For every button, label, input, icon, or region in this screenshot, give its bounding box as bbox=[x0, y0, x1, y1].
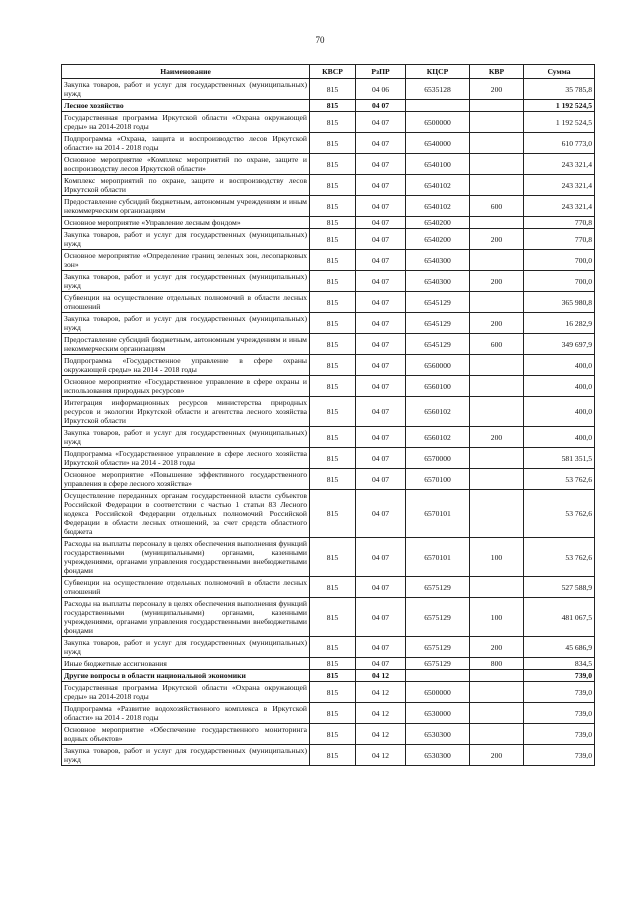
cell-sum: 400,0 bbox=[524, 397, 595, 427]
table-row bbox=[62, 154, 595, 175]
cell-name: Субвенции на осуществление отдельных полномочий в области лесных отношений bbox=[62, 577, 310, 598]
table-row bbox=[62, 724, 595, 745]
cell-rzpr: 04 07 bbox=[356, 376, 406, 397]
table-row bbox=[62, 250, 595, 271]
cell-kcsr: 6540300 bbox=[406, 271, 470, 292]
cell-kvsr: 815 bbox=[310, 469, 356, 490]
cell-rzpr: 04 07 bbox=[356, 112, 406, 133]
cell-sum: 243 321,4 bbox=[524, 154, 595, 175]
cell-sum: 481 067,5 bbox=[524, 598, 595, 637]
cell-name: Закупка товаров, работ и услуг для государственных (муниципальных) нужд bbox=[62, 745, 310, 766]
cell-kvr bbox=[470, 355, 524, 376]
cell-sum: 1 192 524,5 bbox=[524, 112, 595, 133]
cell-kcsr: 6560102 bbox=[406, 397, 470, 427]
cell-rzpr: 04 12 bbox=[356, 670, 406, 682]
table-row bbox=[62, 112, 595, 133]
table-row bbox=[62, 100, 595, 112]
cell-kcsr: 6530000 bbox=[406, 703, 470, 724]
header-name: Наименование bbox=[62, 65, 310, 79]
cell-kvsr: 815 bbox=[310, 313, 356, 334]
cell-rzpr: 04 07 bbox=[356, 577, 406, 598]
table-row bbox=[62, 397, 595, 427]
cell-kcsr: 6575129 bbox=[406, 637, 470, 658]
cell-kvr bbox=[470, 133, 524, 154]
cell-kcsr bbox=[406, 100, 470, 112]
cell-rzpr: 04 07 bbox=[356, 271, 406, 292]
cell-name: Подпрограмма «Охрана, защита и воспроизводство лесов Иркутской области» на 2014 - 2018 годы bbox=[62, 133, 310, 154]
cell-sum: 53 762,6 bbox=[524, 538, 595, 577]
cell-name: Основное мероприятие «Повышение эффективного государственного управления в сфере лесного хозяйства» bbox=[62, 469, 310, 490]
cell-kcsr: 6570100 bbox=[406, 469, 470, 490]
page-number: 70 bbox=[315, 35, 325, 45]
cell-name: Подпрограмма «Развитие водохозяйственного комплекса в Иркутской области» на 2014 - 2018 годы bbox=[62, 703, 310, 724]
cell-rzpr: 04 07 bbox=[356, 598, 406, 637]
table-row bbox=[62, 79, 595, 100]
cell-name: Основное мероприятие «Государственное управление в сфере охраны и использования природных ресурсов» bbox=[62, 376, 310, 397]
budget-table bbox=[61, 64, 595, 766]
table-row bbox=[62, 133, 595, 154]
cell-name: Предоставление субсидий бюджетным, автономным учреждениям и иным некоммерческим организациям bbox=[62, 334, 310, 355]
cell-sum: 53 762,6 bbox=[524, 469, 595, 490]
cell-name: Основное мероприятие «Обеспечение государственного мониторинга водных объектов» bbox=[62, 724, 310, 745]
cell-sum: 527 588,9 bbox=[524, 577, 595, 598]
cell-sum: 739,0 bbox=[524, 682, 595, 703]
table-row bbox=[62, 670, 595, 682]
cell-name: Закупка товаров, работ и услуг для государственных (муниципальных) нужд bbox=[62, 79, 310, 100]
cell-kcsr: 6540200 bbox=[406, 229, 470, 250]
cell-kvr: 200 bbox=[470, 271, 524, 292]
cell-rzpr: 04 07 bbox=[356, 397, 406, 427]
cell-rzpr: 04 07 bbox=[356, 658, 406, 670]
cell-kvsr: 815 bbox=[310, 112, 356, 133]
cell-sum: 739,0 bbox=[524, 724, 595, 745]
cell-name: Предоставление субсидий бюджетным, автономным учреждениям и иным некоммерческим организациям bbox=[62, 196, 310, 217]
cell-rzpr: 04 07 bbox=[356, 217, 406, 229]
header-kvsr: КВСР bbox=[310, 65, 356, 79]
cell-kcsr: 6575129 bbox=[406, 577, 470, 598]
table-row bbox=[62, 376, 595, 397]
cell-kvr: 800 bbox=[470, 658, 524, 670]
cell-kcsr: 6545129 bbox=[406, 334, 470, 355]
cell-kvsr: 815 bbox=[310, 745, 356, 766]
cell-kvr bbox=[470, 448, 524, 469]
cell-kvsr: 815 bbox=[310, 100, 356, 112]
cell-sum: 53 762,6 bbox=[524, 490, 595, 538]
table-row bbox=[62, 448, 595, 469]
cell-kcsr: 6560000 bbox=[406, 355, 470, 376]
cell-kvr bbox=[470, 154, 524, 175]
table-row bbox=[62, 469, 595, 490]
cell-name: Субвенции на осуществление отдельных полномочий в области лесных отношений bbox=[62, 292, 310, 313]
cell-rzpr: 04 07 bbox=[356, 538, 406, 577]
table-body bbox=[62, 79, 595, 766]
table-row bbox=[62, 637, 595, 658]
cell-name: Подпрограмма «Государственное управление в сфере охраны окружающей среды» на 2014 - 2018 годы bbox=[62, 355, 310, 376]
cell-name: Осуществление переданных органам государственной власти субъектов Российской Федерации в соответствии с частью 1 статьи 83 Лесного кодекса Российской Федерации отдельных полномочий Российской Федерации в области лесных отношений, за счет средств областного бюджета bbox=[62, 490, 310, 538]
cell-rzpr: 04 07 bbox=[356, 469, 406, 490]
cell-kcsr: 6560100 bbox=[406, 376, 470, 397]
header-rzpr: РзПР bbox=[356, 65, 406, 79]
cell-kvsr: 815 bbox=[310, 538, 356, 577]
table-row bbox=[62, 490, 595, 538]
cell-sum: 581 351,5 bbox=[524, 448, 595, 469]
cell-kvr: 600 bbox=[470, 334, 524, 355]
cell-kvsr: 815 bbox=[310, 196, 356, 217]
cell-rzpr: 04 12 bbox=[356, 724, 406, 745]
cell-name: Комплекс мероприятий по охране, защите и воспроизводству лесов Иркутской области bbox=[62, 175, 310, 196]
cell-rzpr: 04 12 bbox=[356, 703, 406, 724]
cell-kvsr: 815 bbox=[310, 490, 356, 538]
cell-sum: 400,0 bbox=[524, 427, 595, 448]
cell-kvr bbox=[470, 670, 524, 682]
cell-kcsr: 6575129 bbox=[406, 658, 470, 670]
table-row bbox=[62, 427, 595, 448]
cell-rzpr: 04 07 bbox=[356, 133, 406, 154]
table-header-row bbox=[62, 65, 595, 79]
cell-sum: 834,5 bbox=[524, 658, 595, 670]
cell-kvr bbox=[470, 682, 524, 703]
cell-sum: 700,0 bbox=[524, 250, 595, 271]
table-row bbox=[62, 229, 595, 250]
table-row bbox=[62, 292, 595, 313]
cell-name: Основное мероприятие «Управление лесным фондом» bbox=[62, 217, 310, 229]
cell-kvr bbox=[470, 100, 524, 112]
cell-sum: 700,0 bbox=[524, 271, 595, 292]
cell-rzpr: 04 07 bbox=[356, 637, 406, 658]
cell-kcsr: 6540100 bbox=[406, 154, 470, 175]
cell-kcsr: 6540300 bbox=[406, 250, 470, 271]
cell-name: Подпрограмма «Государственное управление в сфере лесного хозяйства Иркутской области» на 2014 - 2018 годы bbox=[62, 448, 310, 469]
cell-rzpr: 04 07 bbox=[356, 250, 406, 271]
cell-kvr bbox=[470, 724, 524, 745]
cell-name: Государственная программа Иркутской области «Охрана окружающей среды» на 2014-2018 годы bbox=[62, 682, 310, 703]
cell-name: Закупка товаров, работ и услуг для государственных (муниципальных) нужд bbox=[62, 313, 310, 334]
cell-kcsr: 6540000 bbox=[406, 133, 470, 154]
cell-kvsr: 815 bbox=[310, 355, 356, 376]
cell-sum: 610 773,0 bbox=[524, 133, 595, 154]
cell-kvsr: 815 bbox=[310, 577, 356, 598]
cell-name: Закупка товаров, работ и услуг для государственных (муниципальных) нужд bbox=[62, 637, 310, 658]
cell-kvsr: 815 bbox=[310, 376, 356, 397]
cell-rzpr: 04 07 bbox=[356, 154, 406, 175]
cell-kvr bbox=[470, 703, 524, 724]
cell-kvsr: 815 bbox=[310, 229, 356, 250]
cell-sum: 349 697,9 bbox=[524, 334, 595, 355]
cell-name: Закупка товаров, работ и услуг для государственных (муниципальных) нужд bbox=[62, 271, 310, 292]
cell-name: Лесное хозяйство bbox=[62, 100, 310, 112]
cell-kvr bbox=[470, 577, 524, 598]
cell-kcsr: 6570000 bbox=[406, 448, 470, 469]
cell-kvr bbox=[470, 175, 524, 196]
table-row bbox=[62, 703, 595, 724]
cell-kcsr: 6500000 bbox=[406, 112, 470, 133]
cell-name: Интеграция информационных ресурсов министерства природных ресурсов и экологии Иркутской области и агентства лесного хозяйства Иркутской области bbox=[62, 397, 310, 427]
cell-kcsr: 6530300 bbox=[406, 745, 470, 766]
cell-kvr: 200 bbox=[470, 427, 524, 448]
cell-name: Основное мероприятие «Комплекс мероприятий по охране, защите и воспроизводству лесов Иркутской области» bbox=[62, 154, 310, 175]
cell-sum: 243 321,4 bbox=[524, 175, 595, 196]
cell-name: Другие вопросы в области национальной экономики bbox=[62, 670, 310, 682]
table-row bbox=[62, 577, 595, 598]
cell-kvsr: 815 bbox=[310, 670, 356, 682]
cell-kcsr: 6530300 bbox=[406, 724, 470, 745]
table-row bbox=[62, 538, 595, 577]
cell-sum: 45 686,9 bbox=[524, 637, 595, 658]
cell-kcsr: 6540102 bbox=[406, 175, 470, 196]
cell-kvsr: 815 bbox=[310, 637, 356, 658]
header-kcsr: КЦСР bbox=[406, 65, 470, 79]
cell-kvsr: 815 bbox=[310, 703, 356, 724]
cell-rzpr: 04 07 bbox=[356, 100, 406, 112]
cell-kcsr bbox=[406, 670, 470, 682]
table-row bbox=[62, 598, 595, 637]
cell-rzpr: 04 07 bbox=[356, 175, 406, 196]
cell-kvsr: 815 bbox=[310, 658, 356, 670]
cell-kvsr: 815 bbox=[310, 724, 356, 745]
table-row bbox=[62, 313, 595, 334]
cell-kvsr: 815 bbox=[310, 250, 356, 271]
cell-rzpr: 04 07 bbox=[356, 448, 406, 469]
cell-sum: 770,8 bbox=[524, 217, 595, 229]
cell-rzpr: 04 12 bbox=[356, 745, 406, 766]
cell-kvr bbox=[470, 397, 524, 427]
cell-kvr bbox=[470, 217, 524, 229]
cell-kvsr: 815 bbox=[310, 271, 356, 292]
cell-name: Закупка товаров, работ и услуг для государственных (муниципальных) нужд bbox=[62, 229, 310, 250]
cell-name: Основное мероприятие «Определение границ зеленых зон, лесопарковых зон» bbox=[62, 250, 310, 271]
cell-kvr bbox=[470, 112, 524, 133]
cell-sum: 1 192 524,5 bbox=[524, 100, 595, 112]
cell-sum: 243 321,4 bbox=[524, 196, 595, 217]
cell-kvr: 200 bbox=[470, 745, 524, 766]
cell-kvsr: 815 bbox=[310, 79, 356, 100]
cell-kvr bbox=[470, 469, 524, 490]
cell-kvsr: 815 bbox=[310, 448, 356, 469]
cell-kvsr: 815 bbox=[310, 427, 356, 448]
cell-sum: 400,0 bbox=[524, 355, 595, 376]
cell-kvr bbox=[470, 376, 524, 397]
cell-name: Иные бюджетные ассигнования bbox=[62, 658, 310, 670]
cell-kvsr: 815 bbox=[310, 217, 356, 229]
cell-kvsr: 815 bbox=[310, 397, 356, 427]
cell-name: Расходы на выплаты персоналу в целях обеспечения выполнения функций государственными (муниципальными) органами, казенными учреждениями, органами управления государственными внебюджетными фондами bbox=[62, 598, 310, 637]
cell-sum: 770,8 bbox=[524, 229, 595, 250]
table-row bbox=[62, 175, 595, 196]
cell-sum: 400,0 bbox=[524, 376, 595, 397]
cell-name: Государственная программа Иркутской области «Охрана окружающей среды» на 2014-2018 годы bbox=[62, 112, 310, 133]
cell-rzpr: 04 07 bbox=[356, 355, 406, 376]
table-row bbox=[62, 658, 595, 670]
cell-kvr: 100 bbox=[470, 538, 524, 577]
cell-kcsr: 6570101 bbox=[406, 538, 470, 577]
cell-sum: 35 785,8 bbox=[524, 79, 595, 100]
cell-rzpr: 04 07 bbox=[356, 427, 406, 448]
cell-rzpr: 04 07 bbox=[356, 196, 406, 217]
cell-kvr bbox=[470, 250, 524, 271]
cell-kvsr: 815 bbox=[310, 334, 356, 355]
cell-kvr: 200 bbox=[470, 637, 524, 658]
cell-kvsr: 815 bbox=[310, 682, 356, 703]
cell-kcsr: 6540200 bbox=[406, 217, 470, 229]
table-row bbox=[62, 682, 595, 703]
table-row bbox=[62, 271, 595, 292]
cell-kvsr: 815 bbox=[310, 154, 356, 175]
cell-kvr bbox=[470, 292, 524, 313]
cell-sum: 739,0 bbox=[524, 670, 595, 682]
cell-kcsr: 6500000 bbox=[406, 682, 470, 703]
cell-rzpr: 04 07 bbox=[356, 229, 406, 250]
cell-kvsr: 815 bbox=[310, 175, 356, 196]
cell-kvr: 100 bbox=[470, 598, 524, 637]
cell-sum: 739,0 bbox=[524, 703, 595, 724]
cell-rzpr: 04 07 bbox=[356, 313, 406, 334]
cell-kcsr: 6540102 bbox=[406, 196, 470, 217]
cell-kcsr: 6570101 bbox=[406, 490, 470, 538]
cell-kcsr: 6560102 bbox=[406, 427, 470, 448]
cell-kvsr: 815 bbox=[310, 133, 356, 154]
cell-kvr: 600 bbox=[470, 196, 524, 217]
cell-kcsr: 6535128 bbox=[406, 79, 470, 100]
table-row bbox=[62, 745, 595, 766]
table-row bbox=[62, 355, 595, 376]
cell-rzpr: 04 12 bbox=[356, 682, 406, 703]
cell-kvsr: 815 bbox=[310, 292, 356, 313]
cell-kvr bbox=[470, 490, 524, 538]
table-row bbox=[62, 217, 595, 229]
cell-sum: 739,0 bbox=[524, 745, 595, 766]
header-sum: Сумма bbox=[524, 65, 595, 79]
cell-sum: 16 282,9 bbox=[524, 313, 595, 334]
cell-rzpr: 04 07 bbox=[356, 334, 406, 355]
cell-rzpr: 04 07 bbox=[356, 292, 406, 313]
table-row bbox=[62, 196, 595, 217]
cell-kvr: 200 bbox=[470, 229, 524, 250]
cell-rzpr: 04 07 bbox=[356, 490, 406, 538]
cell-kvr: 200 bbox=[470, 313, 524, 334]
cell-name: Расходы на выплаты персоналу в целях обеспечения выполнения функций государственными (муниципальными) органами, казенными учреждениями, органами управления государственными внебюджетными фондами bbox=[62, 538, 310, 577]
cell-kvsr: 815 bbox=[310, 598, 356, 637]
cell-sum: 365 980,8 bbox=[524, 292, 595, 313]
cell-kcsr: 6575129 bbox=[406, 598, 470, 637]
cell-kcsr: 6545129 bbox=[406, 313, 470, 334]
cell-rzpr: 04 06 bbox=[356, 79, 406, 100]
table-row bbox=[62, 334, 595, 355]
cell-kcsr: 6545129 bbox=[406, 292, 470, 313]
header-kvr: КВР bbox=[470, 65, 524, 79]
cell-kvr: 200 bbox=[470, 79, 524, 100]
cell-name: Закупка товаров, работ и услуг для государственных (муниципальных) нужд bbox=[62, 427, 310, 448]
